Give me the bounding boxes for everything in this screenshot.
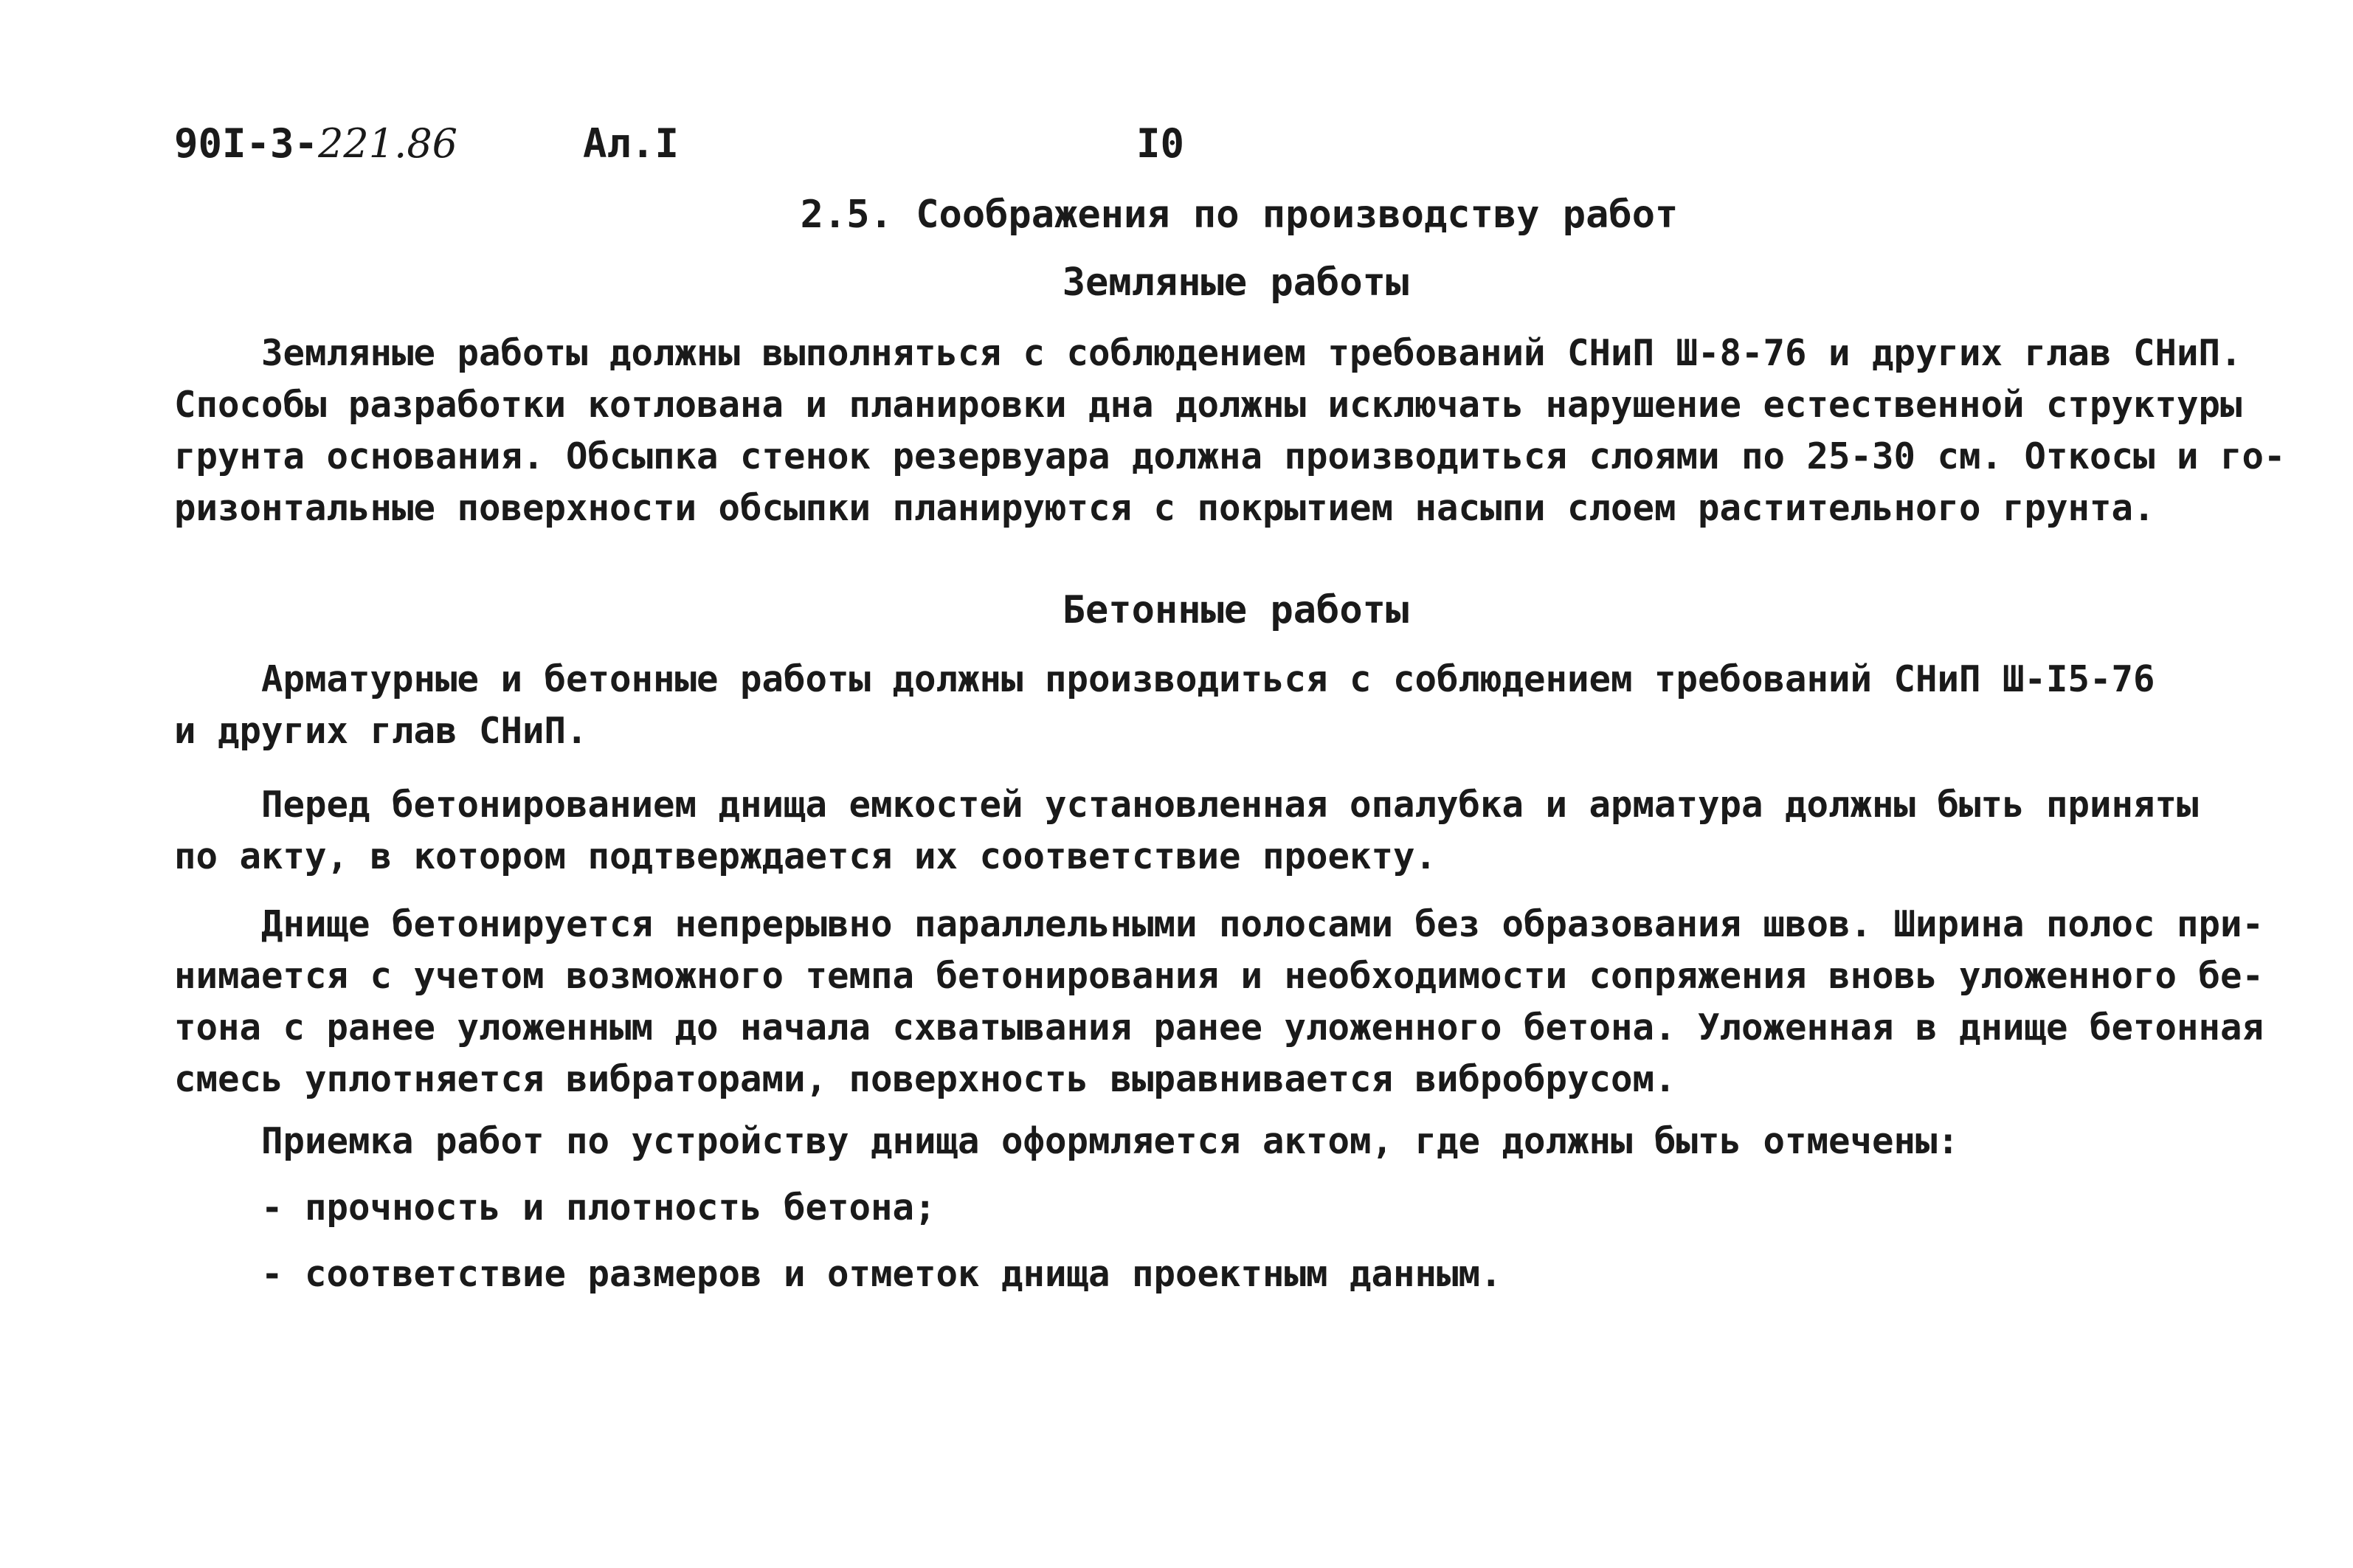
- concrete-paragraph-3: [174, 899, 2264, 1105]
- section-title: 2.5. Соображения по производству работ: [800, 193, 1679, 237]
- text-line: Земляные работы должны выполняться с соблюдением требований СНиП Ш-8-76 и других глав СНиП.: [174, 332, 2242, 374]
- sheet-label: Ал.I: [583, 120, 680, 167]
- text-line: Днище бетонируется непрерывно параллельными полосами без образования швов. Ширина полос при-: [174, 903, 2264, 945]
- page-number: I0: [1136, 120, 1185, 167]
- text-line: нимается с учетом возможного темпа бетонирования и необходимости сопряжения вновь уложенного бе-: [174, 955, 2264, 997]
- concrete-paragraph-2: [174, 779, 2203, 883]
- text-line: и других глав СНиП.: [174, 710, 588, 752]
- earthworks-heading: Земляные работы: [1062, 260, 1409, 305]
- acceptance-paragraph: Приемка работ по устройству днища оформляется актом, где должны быть отмечены:: [174, 1120, 1960, 1162]
- concrete-heading: Бетонные работы: [1062, 588, 1409, 632]
- text-line: смесь уплотняется вибраторами, поверхность выравнивается вибробрусом.: [174, 1058, 1676, 1100]
- earthworks-paragraph: [174, 328, 2286, 534]
- concrete-paragraph-1: [174, 654, 2203, 757]
- text-line: тона с ранее уложенным до начала схватывания ранее уложенного бетона. Уложенная в днище бетонная: [174, 1006, 2264, 1049]
- text-line: ризонтальные поверхности обсыпки планируются с покрытием насыпи слоем растительного грунта.: [174, 487, 2155, 529]
- text-line: Перед бетонированием днища емкостей установленная опалубка и арматура должны быть приняты: [174, 784, 2199, 826]
- document-code: [174, 118, 457, 170]
- document-code-handwritten: 221.86: [318, 120, 458, 167]
- text-line: Арматурные и бетонные работы должны производиться с соблюдением требований СНиП Ш-I5-76: [174, 658, 2155, 700]
- document-code-typed: 90I-3-: [174, 120, 319, 167]
- text-line: по акту, в котором подтверждается их соответствие проекту.: [174, 835, 1437, 877]
- text-line: грунта основания. Обсыпка стенок резервуара должна производиться слоями по 25-30 см. Откосы и го-: [174, 435, 2286, 477]
- list-item: - прочность и плотность бетона;: [174, 1187, 936, 1229]
- text-line: Способы разработки котлована и планировки дна должны исключать нарушение естественной структуры: [174, 384, 2242, 426]
- list-item: - соответствие размеров и отметок днища проектным данным.: [174, 1253, 1502, 1295]
